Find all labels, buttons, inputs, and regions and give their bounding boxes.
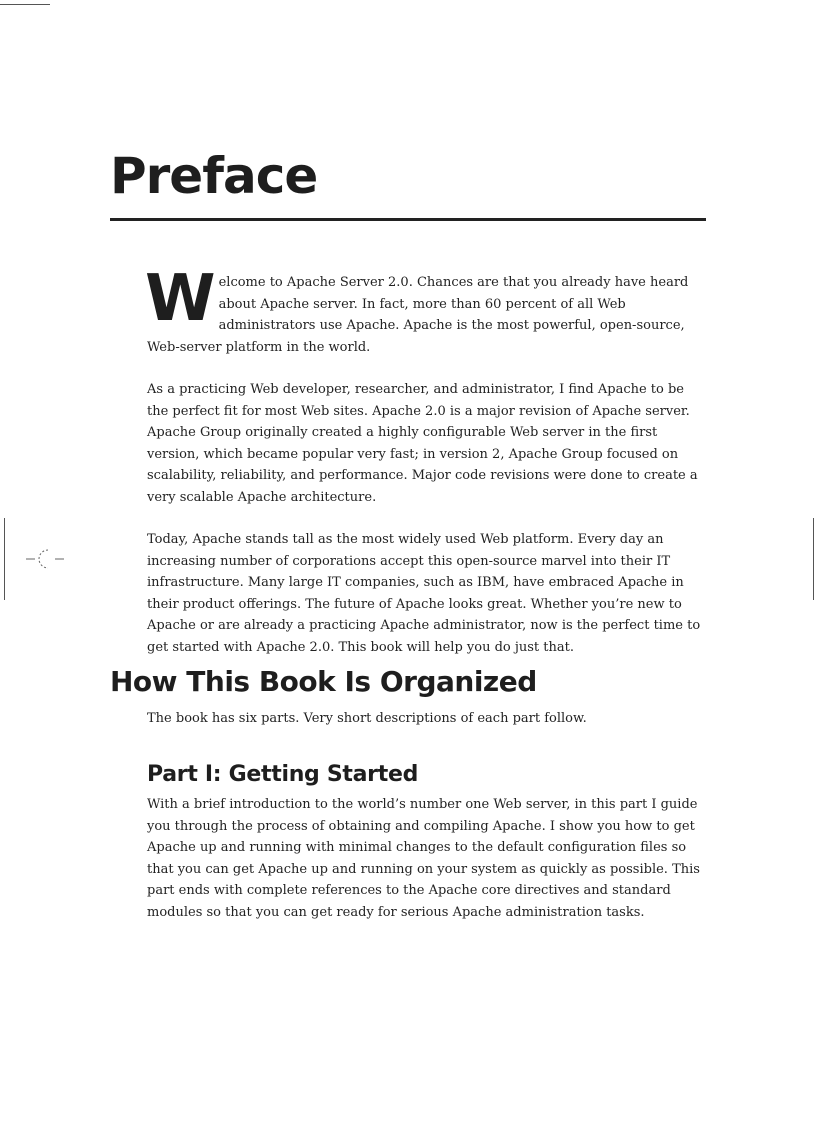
- intro-paragraph-2: As a practicing Web developer, researcher, and administrator, I find Apache to be the perfect fit for most Web sites. Apache 2.0 is a major revision of Apache server. Apache Group originally created a highly configurable Web server in the first version, which became popular very fast; in version 2, Apache Group focused on scalability, reliability, and performance. Major code revisions were done to create a very scalable Apache architecture.: [147, 382, 698, 505]
- margin-line-right: [813, 518, 814, 600]
- intro-paragraph-3: Today, Apache stands tall as the most widely used Web platform. Every day an increasing number of corporations accept this open-source marvel into their IT infrastructure. Many large IT companies, such as IBM, have embraced Apache in their product offerings. The future of Apache looks great. Whether you’re new to Apache or are already a practicing Apache administrator, now is the perfect time to get started with Apache 2.0. This book will help you do just that.: [147, 532, 701, 655]
- crop-mark-top-left: [0, 4, 50, 5]
- section-heading: How This Book Is Organized: [110, 665, 537, 698]
- subsection-heading-part-1: Part I: Getting Started: [147, 762, 419, 787]
- margin-line-left: [4, 518, 5, 600]
- organization-intro: [147, 708, 707, 730]
- drop-cap: W: [145, 262, 216, 336]
- registration-mark-icon: [26, 547, 64, 571]
- title-rule: [110, 218, 706, 221]
- intro-paragraph-1: [145, 262, 707, 358]
- organization-intro-text: The book has six parts. Very short descriptions of each part follow.: [147, 711, 587, 726]
- intro-text: [145, 262, 707, 658]
- intro-paragraph-1-text: elcome to Apache Server 2.0. Chances are that you already have heard about Apache server. In fact, more than 60 percent of all Web administrators use Apache. Apache is the most powerful, open-source, Web-server platform in the world.: [147, 275, 689, 355]
- part-1-paragraph: With a brief introduction to the world’s number one Web server, in this part I guide you through the process of obtaining and compiling Apache. I show you how to get Apache up and running with minimal changes to the default configuration files so that you can get Apache up and running on your system as quickly as possible. This part ends with complete references to the Apache core directives and standard modules so that you can get ready for serious Apache administration tasks.: [147, 797, 700, 920]
- chapter-title: Preface: [110, 147, 318, 205]
- part-1-text: [147, 794, 707, 923]
